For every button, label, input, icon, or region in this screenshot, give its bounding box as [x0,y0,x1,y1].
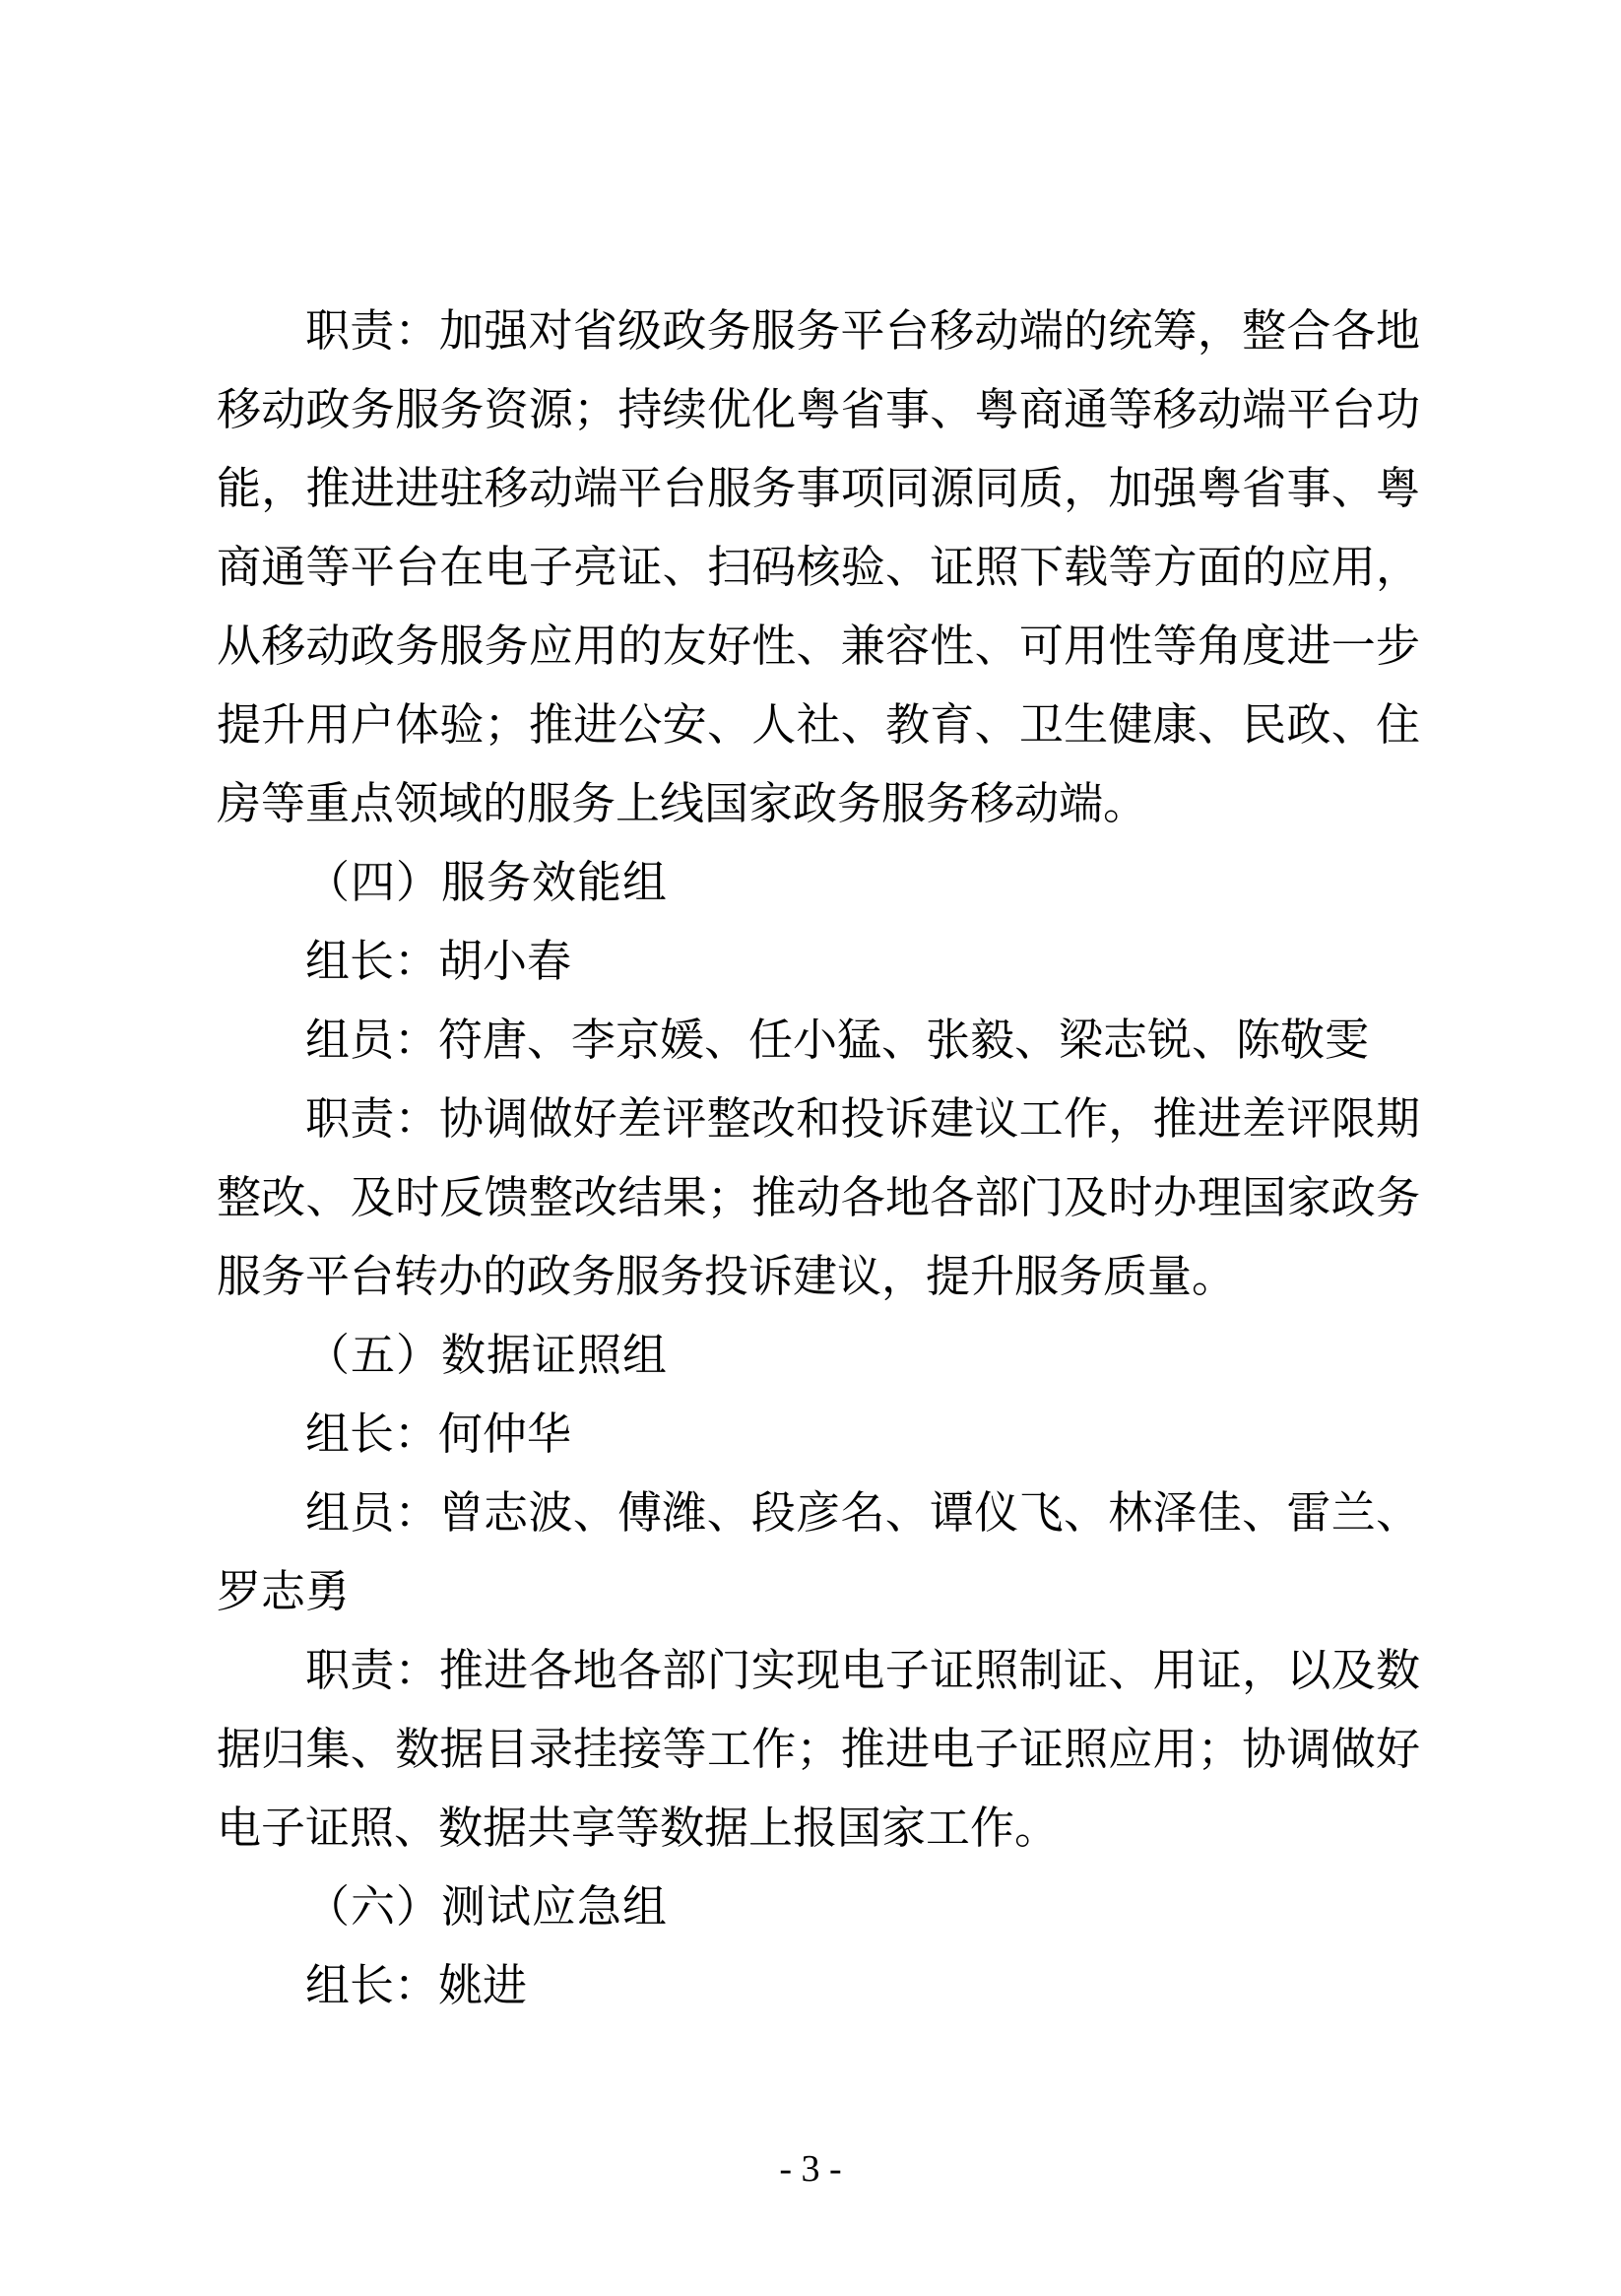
paragraph-line: 提升用户体验；推进公安、人社、教育、卫生健康、民政、住 [217,700,1420,750]
paragraph-line: 职责：推进各地各部门实现电子证照制证、用证，以及数 [305,1646,1420,1695]
section-heading-4: （四）服务效能组 [305,858,669,907]
paragraph-line: 服务平台转办的政务服务投诉建议，提升服务质量。 [217,1252,1237,1301]
page-number: - 3 - [779,2148,842,2190]
section-heading-6: （六）测试应急组 [305,1882,669,1932]
group-leader-line: 组长：胡小春 [305,937,572,986]
paragraph-line: 商通等平台在电子亮证、扫码核验、证照下载等方面的应用， [217,543,1420,592]
group-leader-line: 组长：何仲华 [305,1410,572,1459]
paragraph-line: 移动政务服务资源；持续优化粤省事、粤商通等移动端平台功 [217,385,1420,434]
paragraph-line: 职责：加强对省级政务服务平台移动端的统筹，整合各地 [305,306,1420,356]
paragraph-line: 职责：协调做好差评整改和投诉建议工作，推进差评限期 [305,1094,1420,1144]
group-members-line: 罗志勇 [217,1567,351,1616]
document-body [217,292,1420,2025]
section-heading-5: （五）数据证照组 [305,1331,669,1380]
paragraph-line: 电子证照、数据共享等数据上报国家工作。 [217,1804,1060,1853]
group-members-line: 组员：曾志波、傅潍、段彦名、谭仪飞、林泽佳、雷兰、 [305,1488,1420,1538]
paragraph-line: 能，推进进驻移动端平台服务事项同源同质，加强粤省事、粤 [217,464,1420,513]
group-leader-line: 组长：姚进 [305,1961,528,2010]
group-members-line: 组员：符唐、李京媛、任小猛、张毅、梁志锐、陈敬雯 [305,1016,1370,1065]
paragraph-line: 据归集、数据目录挂接等工作；推进电子证照应用；协调做好 [217,1725,1420,1774]
paragraph-line: 房等重点领域的服务上线国家政务服务移动端。 [217,779,1148,828]
paragraph-line: 整改、及时反馈整改结果；推动各地各部门及时办理国家政务 [217,1173,1420,1222]
paragraph-line: 从移动政务服务应用的友好性、兼容性、可用性等角度进一步 [217,622,1420,671]
